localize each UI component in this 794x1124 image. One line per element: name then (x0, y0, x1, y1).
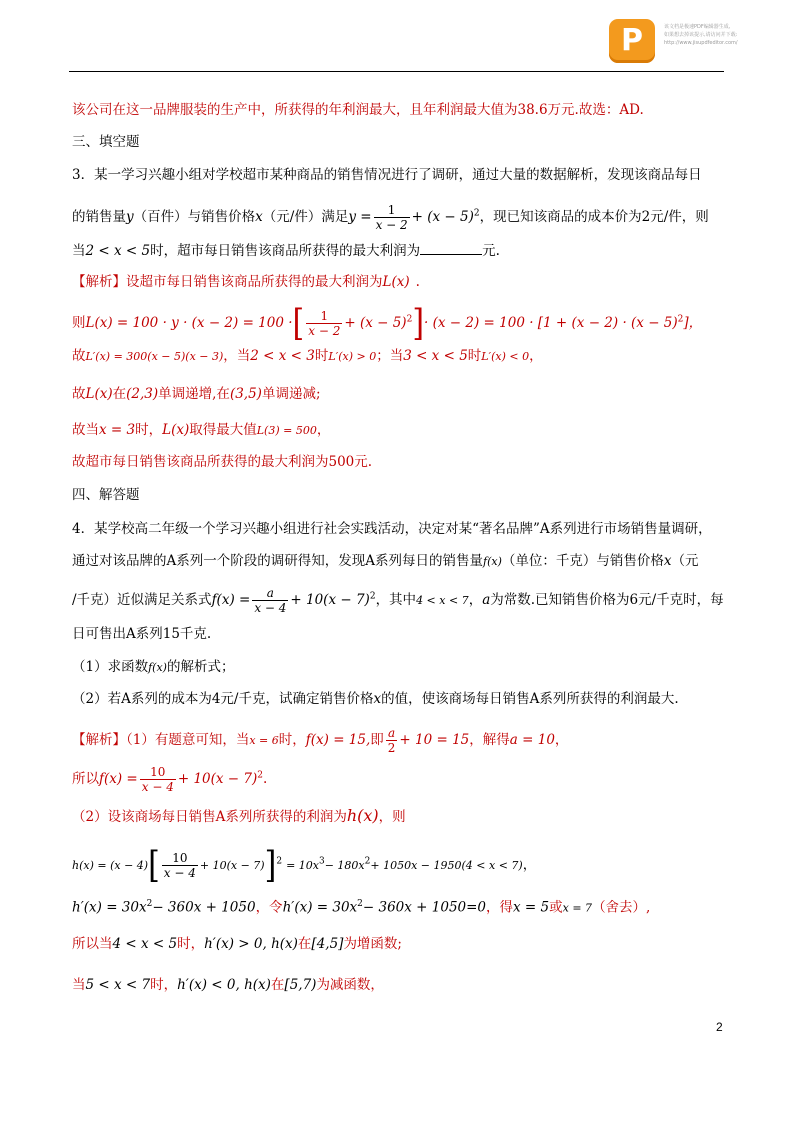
question-4-line-2 (72, 551, 732, 572)
solution-4-line-3 (72, 806, 732, 827)
text: （1）求函数 (72, 659, 149, 675)
numerator: a (386, 726, 398, 741)
question-4-line-4 (72, 624, 732, 644)
bracket: [ (148, 843, 160, 886)
text: 该公司在这一品牌服装的生产中，所获得的年利润最大，且年利润最大值为38.6万元.故选：AD. (72, 102, 644, 118)
text: （2）设该商场每日销售A系列所获得的利润为 (72, 809, 347, 825)
math: L′(x) > 0 (328, 350, 377, 363)
section-heading-fill-blank (72, 132, 732, 152)
math: f(x) = (211, 592, 251, 608)
text: ，解得 (469, 732, 510, 748)
text: ，现已知该商品的成本价为2元/件，则 (479, 209, 709, 225)
text: 时 (467, 348, 482, 364)
question-4-part-2 (72, 689, 732, 709)
text: 3．某一学习兴趣小组对学校超市某种商品的销售情况进行了调研，通过大量的数据解析，发现该商品每日 (72, 167, 702, 183)
text: 4．某学校高二年级一个学习兴趣小组进行社会实践活动，决定对某“著名品牌”A系列进行市场销售量调研， (72, 521, 712, 537)
math: x = 3 (99, 422, 136, 438)
math: 3 < x < 5 (403, 348, 468, 364)
watermark-line-1: 该文档是极速PDF编辑器生成, (664, 24, 731, 30)
math: + 10(x − 7) (177, 771, 258, 787)
text: 通过对该品牌的A系列一个阶段的调研得知，发现A系列每日的销售量 (72, 553, 483, 569)
answer-blank (420, 240, 482, 255)
numerator: a (252, 586, 288, 601)
text: ，则 (378, 809, 406, 825)
math: x (255, 209, 263, 225)
text: （元/件）满足 (262, 209, 349, 225)
text: 所以 (72, 771, 99, 787)
text: ， (468, 592, 483, 608)
question-3-line-3 (72, 240, 732, 261)
text: 则 (72, 315, 86, 331)
fraction (306, 309, 342, 338)
text: （1）有题意可知，当 (126, 732, 250, 748)
text: 日可售出A系列15千克. (72, 626, 212, 642)
text: ，其中 (375, 592, 417, 608)
math: a = 10 (509, 732, 555, 748)
text: 故 (72, 348, 86, 364)
math: − 360x + 1050 (152, 899, 256, 916)
text: 在 (112, 386, 127, 402)
text: 在 (270, 977, 285, 993)
math: − 360x + 1050=0 (362, 899, 487, 916)
math: [4,5] (311, 936, 344, 952)
fraction (140, 765, 176, 794)
text: 单调递增,在 (158, 386, 230, 402)
text: ， (522, 857, 537, 873)
solution-3-line-6 (72, 452, 732, 472)
bracket: ] (412, 301, 425, 344)
math: 5 < x < 7 (85, 977, 151, 993)
text: 时， (135, 422, 163, 438)
exponent: 2 (473, 208, 480, 219)
text: 时， (278, 732, 306, 748)
math: h(x) (346, 806, 379, 825)
text: 所以当 (72, 936, 113, 952)
text: ；当 (376, 348, 404, 364)
pdf-editor-logo (609, 19, 655, 63)
math: x = 6 (249, 734, 279, 747)
text: 设超市每日销售该商品所获得的最大利润为 (126, 274, 383, 290)
solution-4-line-2 (72, 765, 732, 794)
math: 2 < x < 5 (85, 243, 151, 259)
exponent: 2 (369, 591, 376, 602)
math: + (x − 5) (344, 315, 407, 331)
text: /千克）近似满足关系式 (72, 592, 212, 608)
answer-line-prev (72, 100, 732, 120)
text: ，得 (486, 899, 514, 916)
text: 故当 (72, 422, 99, 438)
math: f(x) (483, 555, 502, 568)
math: = 10x (286, 859, 319, 872)
text: 三、填空题 (72, 134, 140, 150)
math: + 10(x − 7) (199, 859, 265, 872)
math: (2,3) (126, 386, 159, 402)
text: （2）若A系列的成本为4元/千克，试确定销售价格 (72, 691, 374, 707)
math: x = 5 (513, 899, 550, 916)
math: h′(x) = 30x (72, 899, 147, 916)
text: . (263, 771, 268, 787)
math: f(x) = 15, (305, 732, 371, 748)
text: （百件）与销售价格 (133, 209, 256, 225)
solution-3-line-5 (72, 420, 732, 441)
math: [5,7) (284, 977, 317, 993)
numerator: 10 (162, 851, 198, 866)
math: 4 < x < 5 (112, 936, 178, 952)
page-number: 2 (716, 1020, 723, 1034)
exponent: 2 (677, 314, 684, 325)
math: 2 < x < 3 (250, 348, 315, 364)
text: （舍去）, (592, 899, 651, 916)
exponent: 2 (406, 314, 413, 325)
solution-3-line-3 (72, 346, 732, 367)
numerator: 10 (140, 765, 176, 780)
text: 当 (72, 243, 86, 259)
math: L(x) (162, 422, 190, 438)
text: （单位：千克）与销售价格 (501, 553, 664, 569)
math: 4 < x < 7 (416, 594, 469, 607)
solution-3-line-2 (72, 301, 732, 344)
text: . (415, 274, 420, 290)
exponent: 2 (364, 856, 371, 867)
text: 为减函数， (316, 977, 384, 993)
text: ， (316, 422, 331, 438)
text: 四、解答题 (72, 487, 140, 503)
solution-3-line-4 (72, 384, 732, 404)
text: 为增函数; (343, 936, 402, 952)
math: a (482, 592, 491, 608)
bracket: ] (264, 843, 277, 886)
text: 单调递减; (261, 386, 321, 402)
math: + (x − 5) (411, 209, 474, 225)
math: + 10 = 15 (399, 732, 470, 748)
solution-label: 【解析】 (72, 732, 126, 748)
exponent: 2 (146, 899, 153, 909)
text: 故 (72, 386, 86, 402)
solution-3-line-1 (72, 272, 732, 292)
text: 时， (177, 936, 205, 952)
math: f(x) (148, 661, 167, 674)
logo-letter: P (621, 23, 643, 58)
text: 的解析式； (166, 659, 235, 675)
text: ，当 (223, 348, 251, 364)
text: 为常数.已知销售价格为6元/千克时，每 (490, 592, 724, 608)
text: 时， (150, 977, 178, 993)
math: y (126, 209, 134, 225)
math: + 1050x − 1950(4 < x < 7) (370, 859, 523, 872)
math: x (663, 553, 672, 569)
question-3-line-1 (72, 165, 732, 185)
denominator: x − 2 (375, 218, 408, 232)
header-rule (69, 71, 724, 72)
text: ， (529, 348, 543, 364)
math: · (x − 2) = 100 · [1 + (x − 2) · (x − 5) (424, 315, 678, 331)
denominator: x − 4 (254, 601, 287, 615)
solution-4-line-4 (72, 843, 732, 886)
numerator: 1 (374, 203, 410, 218)
math: (3,5) (229, 386, 262, 402)
text: 取得最大值 (189, 422, 257, 438)
question-3-line-2 (72, 203, 732, 232)
math: L(x) (85, 386, 113, 402)
exponent: 2 (276, 856, 283, 867)
math: − 180x (324, 859, 365, 872)
fraction (386, 726, 398, 755)
math: ]， (683, 315, 703, 331)
text: 在 (297, 936, 312, 952)
question-4-line-1 (72, 519, 732, 539)
numerator: 1 (306, 309, 342, 324)
math: L(x) (382, 274, 410, 290)
math: y = (348, 209, 372, 225)
math: + 10(x − 7) (290, 592, 370, 608)
text: （元 (671, 553, 699, 569)
math: f(x) = (99, 771, 138, 787)
text: 时，超市每日销售该商品所获得的最大利润为 (150, 243, 421, 259)
solution-4-line-5 (72, 894, 732, 919)
math: L′(x) = 300(x − 5)(x − 3) (85, 350, 224, 363)
text: ， (554, 732, 569, 748)
text: 时 (314, 348, 329, 364)
denominator: x − 2 (308, 324, 341, 338)
watermark-note (664, 23, 774, 47)
bracket: [ (292, 301, 305, 344)
solution-4-line-1 (72, 726, 732, 755)
fraction (162, 851, 198, 880)
text: ，令 (255, 899, 283, 916)
text: 或 (549, 899, 563, 916)
text: 元. (482, 243, 500, 259)
math: h(x) = (x − 4) (72, 859, 149, 872)
watermark-line-3: http://www.jisupdfeditor.com/ (664, 40, 738, 46)
exponent: 3 (318, 856, 325, 867)
question-4-line-3 (72, 586, 732, 615)
math: x = 7 (562, 901, 593, 915)
section-heading-answer (72, 485, 732, 505)
math: h′(x) > 0, h(x) (204, 936, 298, 952)
math: L(3) = 500 (256, 424, 317, 437)
math: x (373, 691, 382, 707)
solution-4-line-6 (72, 934, 732, 954)
fraction (374, 203, 410, 232)
text: 的值，使该商场每日销售A系列所获得的利润最大. (381, 691, 679, 707)
exponent: 2 (357, 899, 363, 909)
text: 即 (370, 732, 384, 748)
math: h′(x) = 30x (282, 899, 358, 916)
text: 的销售量 (72, 209, 126, 225)
math: L(x) = 100 · y · (x − 2) = 100 · (85, 315, 293, 331)
solution-label: 【解析】 (72, 274, 126, 290)
exponent: 2 (257, 770, 263, 781)
question-4-part-1 (72, 657, 732, 678)
solution-4-line-7 (72, 975, 732, 995)
denominator: 2 (387, 741, 396, 755)
denominator: x − 4 (163, 866, 196, 880)
text: 当 (72, 977, 86, 993)
denominator: x − 4 (141, 780, 174, 794)
math: h′(x) < 0, h(x) (177, 977, 271, 993)
fraction (252, 586, 288, 615)
text: 故超市每日销售该商品所获得的最大利润为500元. (72, 454, 373, 470)
watermark-line-2: 如果想去掉该提示,请访问并下载: (664, 32, 738, 38)
math: L′(x) < 0 (481, 350, 530, 363)
